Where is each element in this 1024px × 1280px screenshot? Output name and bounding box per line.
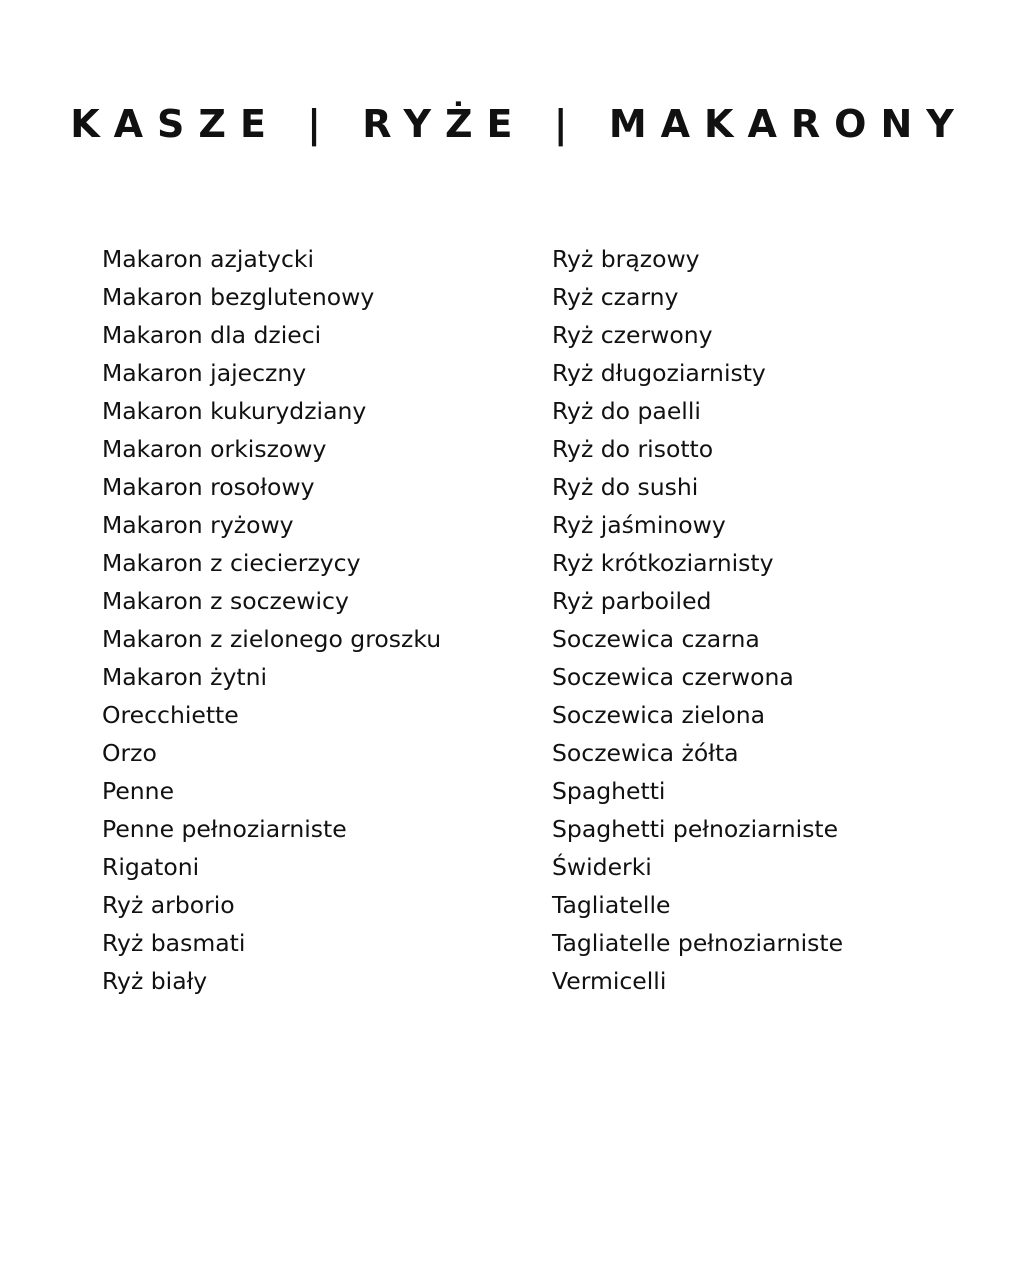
list-item: Świderki	[552, 853, 652, 881]
page-title: KASZE | RYŻE | MAKARONY	[70, 102, 968, 146]
list-item: Ryż czarny	[552, 283, 679, 311]
list-item: Makaron rosołowy	[102, 473, 315, 501]
list-item: Makaron ryżowy	[102, 511, 294, 539]
list-item: Makaron z ciecierzycy	[102, 549, 361, 577]
list-item: Makaron jajeczny	[102, 359, 307, 387]
list-item: Soczewica czarna	[552, 625, 760, 653]
list-item: Ryż do risotto	[552, 435, 714, 463]
list-item: Soczewica czerwona	[552, 663, 794, 691]
list-item: Makaron żytni	[102, 663, 268, 691]
list-item: Makaron kukurydziany	[102, 397, 367, 425]
list-item: Ryż brązowy	[552, 245, 700, 273]
list-item: Ryż basmati	[102, 929, 246, 957]
list-item: Ryż czerwony	[552, 321, 713, 349]
list-item: Orecchiette	[102, 701, 239, 729]
list-item: Soczewica zielona	[552, 701, 766, 729]
list-item: Makaron bezglutenowy	[102, 283, 375, 311]
list-item: Ryż krótkoziarnisty	[552, 549, 774, 577]
list-item: Ryż jaśminowy	[552, 511, 726, 539]
list-item: Vermicelli	[552, 967, 667, 995]
list-item: Tagliatelle	[552, 891, 671, 919]
list-item: Spaghetti pełnoziarniste	[552, 815, 839, 843]
right-column-list	[552, 240, 972, 1000]
list-item: Makaron orkiszowy	[102, 435, 327, 463]
list-item: Soczewica żółta	[552, 739, 739, 767]
list-item: Makaron z soczewicy	[102, 587, 349, 615]
left-column-list	[102, 240, 522, 1000]
list-item: Ryż do sushi	[552, 473, 699, 501]
list-item: Rigatoni	[102, 853, 200, 881]
list-item: Spaghetti	[552, 777, 666, 805]
list-item: Ryż do paelli	[552, 397, 701, 425]
list-item: Penne pełnoziarniste	[102, 815, 347, 843]
list-item: Ryż parboiled	[552, 587, 712, 615]
list-item: Ryż arborio	[102, 891, 235, 919]
list-item: Makaron z zielonego groszku	[102, 625, 442, 653]
list-item: Orzo	[102, 739, 157, 767]
list-item: Makaron azjatycki	[102, 245, 315, 273]
list-item: Tagliatelle pełnoziarniste	[552, 929, 844, 957]
list-item: Penne	[102, 777, 175, 805]
list-item: Makaron dla dzieci	[102, 321, 322, 349]
list-item: Ryż długoziarnisty	[552, 359, 766, 387]
list-item: Ryż biały	[102, 967, 208, 995]
